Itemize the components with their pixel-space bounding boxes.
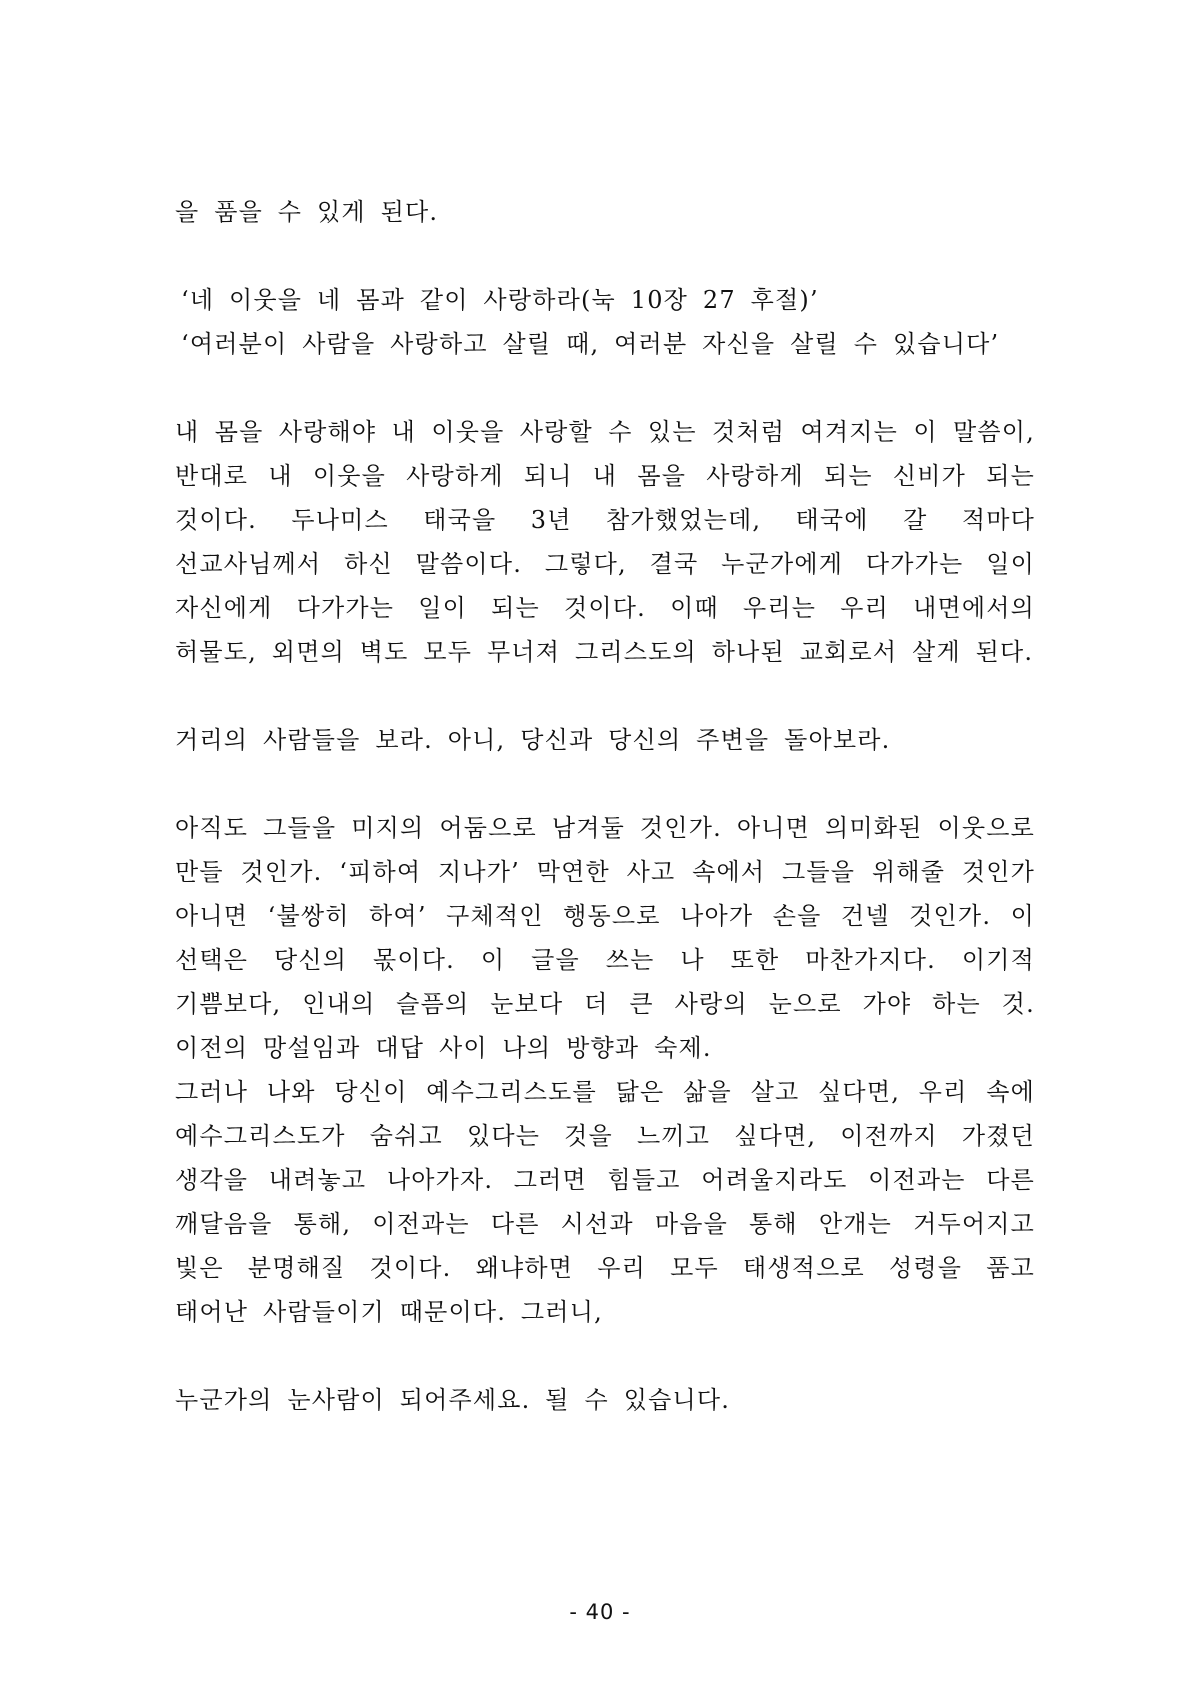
closing-line: 누군가의 눈사람이 되어주세요. 될 수 있습니다. bbox=[175, 1386, 731, 1414]
page-number: - 40 - bbox=[569, 1600, 631, 1624]
paragraph-gap bbox=[175, 234, 1035, 278]
body-paragraph-resolution: 그러나 나와 당신이 예수그리스도를 닮은 삶을 살고 싶다면, 우리 속에 예수그리스도가 숨쉬고 있다는 것을 느끼고 싶다면, 이전까지 가졌던 생각을 내려놓고 나아가자. 그러면 힘들고 어려울지라도 이전과는 다른 깨달음을 통해, 이전과는 다른 시선과 마음을 통해 안개는 거두어지고 빛은 분명해질 것이다. 왜냐하면 우리 모두 태생적으로 성령을 품고 태어난 사람들이기 때문이다. 그러니, bbox=[175, 1078, 1035, 1326]
paragraph-gap bbox=[175, 762, 1035, 806]
paragraph-gap bbox=[175, 1334, 1035, 1378]
quote-line-missionary: ‘여러분이 사람을 사랑하고 살릴 때, 여러분 자신을 살릴 수 있습니다’ bbox=[181, 330, 1000, 358]
paragraph-gap bbox=[175, 366, 1035, 410]
quote-line-scripture: ‘네 이웃을 네 몸과 같이 사랑하라(눅 10장 27 후절)’ bbox=[181, 286, 819, 314]
scripture-quotes bbox=[175, 278, 1035, 366]
body-paragraph-look-around: 거리의 사람들을 보라. 아니, 당신과 당신의 주변을 돌아보라. bbox=[175, 726, 891, 754]
body-paragraph-mystery: 내 몸을 사랑해야 내 이웃을 사랑할 수 있는 것처럼 여겨지는 이 말씀이, 반대로 내 이웃을 사랑하게 되니 내 몸을 사랑하게 되는 신비가 되는 것이다. 두나미스 태국을 3년 참가했었는데, 태국에 갈 적마다 선교사님께서 하신 말씀이다. 그렇다, 결국 누군가에게 다가가는 일이 자신에게 다가가는 일이 되는 것이다. 이때 우리는 우리 내면에서의 허물도, 외면의 벽도 모두 무너져 그리스도의 하나된 교회로서 살게 된다. bbox=[175, 418, 1035, 666]
paragraph-gap bbox=[175, 674, 1035, 718]
opening-line: 을 품을 수 있게 된다. bbox=[175, 198, 439, 226]
body-paragraph-choice: 아직도 그들을 미지의 어둠으로 남겨둘 것인가. 아니면 의미화된 이웃으로 만들 것인가. ‘피하여 지나가’ 막연한 사고 속에서 그들을 위해줄 것인가 아니면 ‘불쌍히 하여’ 구체적인 행동으로 나아가 손을 건넬 것인가. 이 선택은 당신의 몫이다. 이 글을 쓰는 나 또한 마찬가지다. 이기적 기쁨보다, 인내의 슬픔의 눈보다 더 큰 사랑의 눈으로 가야 하는 것. 이전의 망설임과 대답 사이 나의 방향과 숙제. bbox=[175, 814, 1035, 1062]
page-body bbox=[175, 190, 1035, 1422]
